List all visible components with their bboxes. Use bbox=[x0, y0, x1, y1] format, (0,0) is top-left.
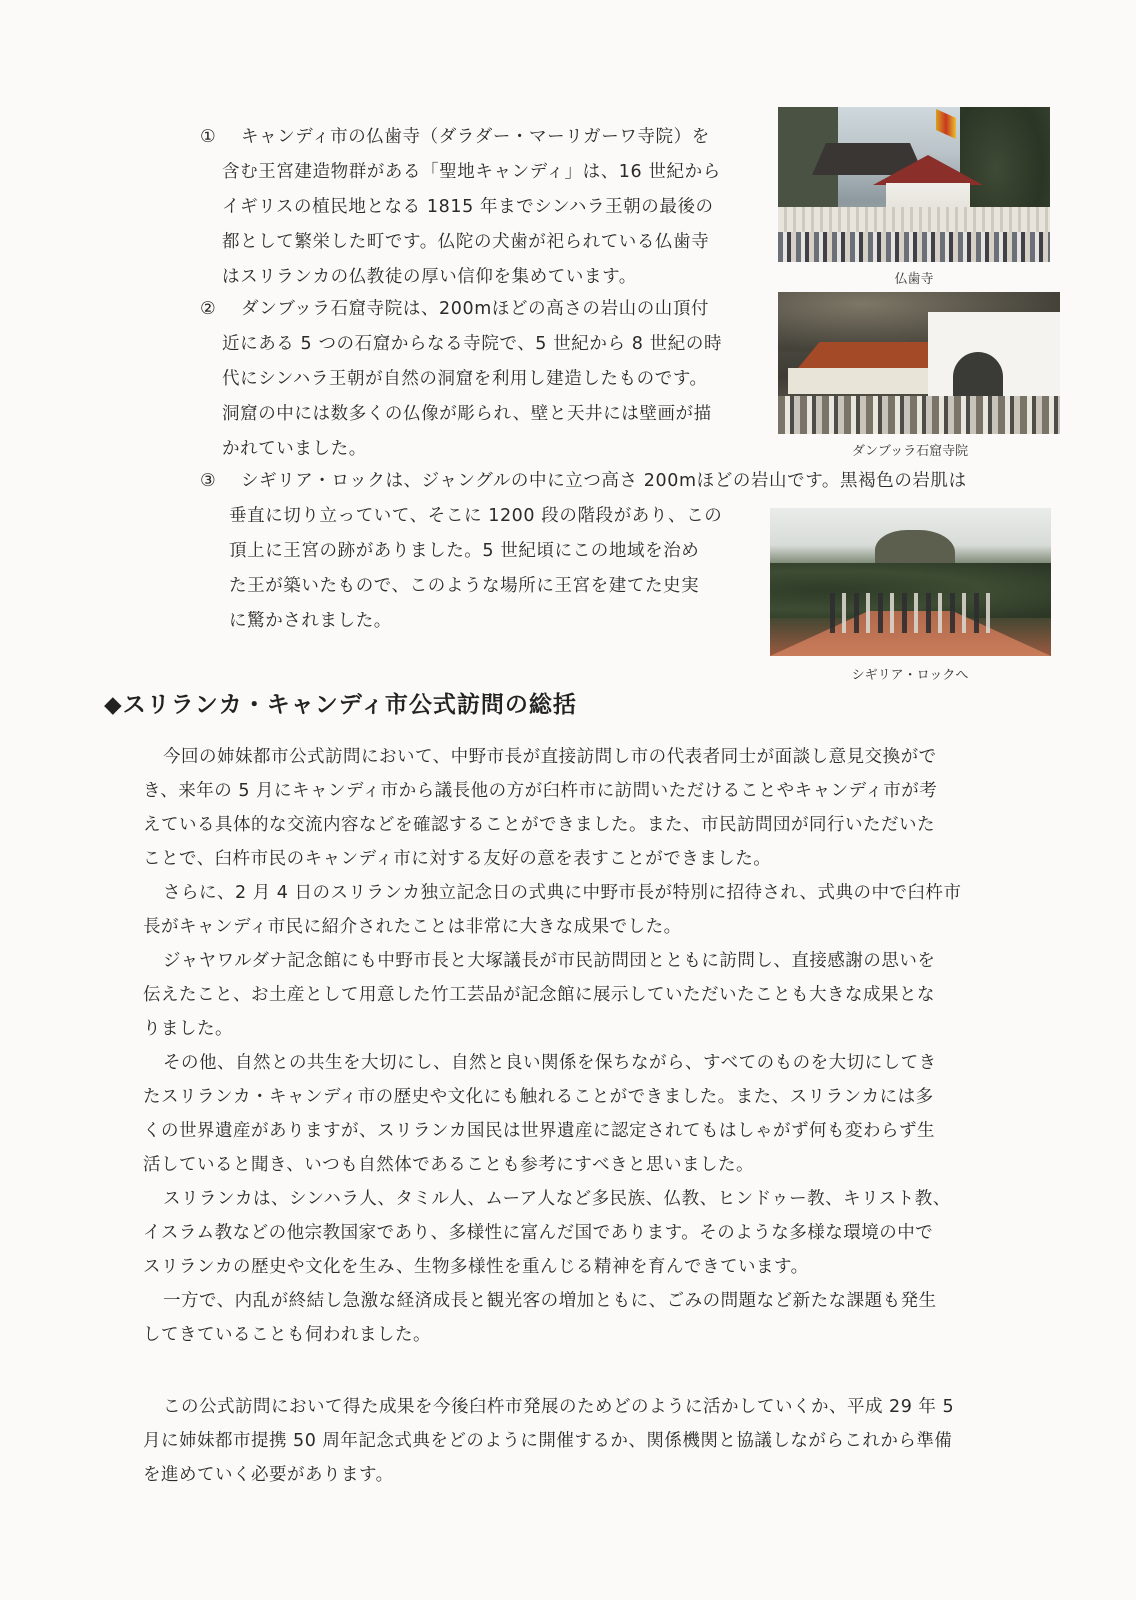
summary-line: 月に姉妹都市提携 50 周年記念式典をどのように開催するか、関係機関と協議しながらこれから準備 bbox=[143, 1431, 953, 1451]
item-text-line: はスリランカの仏教徒の厚い信仰を集めています。 bbox=[222, 267, 637, 287]
item-text-line: に驚かされました。 bbox=[229, 611, 392, 631]
photo-caption: 仏歯寺 bbox=[894, 272, 934, 287]
item-text-line: かれていました。 bbox=[222, 439, 367, 459]
summary-line: 長がキャンディ市民に紹介されたことは非常に大きな成果でした。 bbox=[143, 917, 682, 937]
item-text-line: 洞窟の中には数多くの仏像が彫られ、壁と天井には壁画が描 bbox=[222, 404, 712, 424]
sigiriya-rock-photo bbox=[770, 508, 1051, 656]
summary-line: 今回の姉妹都市公式訪問において、中野市長が直接訪問し市の代表者同士が面談し意見交換がで bbox=[163, 747, 937, 767]
item-number: ① bbox=[200, 127, 217, 147]
item-text-line: 代にシンハラ王朝が自然の洞窟を利用し建造したものです。 bbox=[222, 369, 708, 389]
item-text-line: シギリア・ロックは、ジャングルの中に立つ高さ 200mほどの岩山です。黒褐色の岩肌は bbox=[241, 471, 967, 491]
summary-line: き、来年の 5 月にキャンディ市から議長他の方が臼杵市に訪問いただけることやキャンディ市が考 bbox=[143, 781, 938, 801]
summary-line: さらに、2 月 4 日のスリランカ独立記念日の式典に中野市長が特別に招待され、式典の中で臼杵市 bbox=[163, 883, 962, 903]
summary-line: えている具体的な交流内容などを確認することができました。また、市民訪問団が同行いただいた bbox=[143, 815, 935, 835]
section-heading: ◆スリランカ・キャンディ市公式訪問の総括 bbox=[104, 692, 577, 718]
photo-caption: シギリア・ロックへ bbox=[851, 668, 969, 683]
item-text-line: 都として繁栄した町です。仏陀の犬歯が祀られている仏歯寺 bbox=[222, 232, 710, 252]
item-text-line: ダンブッラ石窟寺院は、200mほどの高さの岩山の山頂付 bbox=[241, 299, 710, 319]
item-number: ② bbox=[200, 299, 217, 319]
summary-line: 伝えたこと、お土産として用意した竹工芸品が記念館に展示していただいたことも大きな成果とな bbox=[143, 985, 935, 1005]
summary-line: 一方で、内乱が終結し急激な経済成長と観光客の増加ともに、ごみの問題など新たな課題も発生 bbox=[163, 1291, 937, 1311]
summary-line: 活していると聞き、いつも自然体であることも参考にすべきと思いました。 bbox=[143, 1155, 754, 1175]
summary-line: ことで、臼杵市民のキャンディ市に対する友好の意を表すことができました。 bbox=[143, 849, 772, 869]
photo-caption: ダンブッラ石窟寺院 bbox=[851, 444, 969, 459]
item-text-line: た王が築いたもので、このような場所に王宮を建てた史実 bbox=[229, 576, 700, 596]
item-text-line: 近にある 5 つの石窟からなる寺院で、5 世紀から 8 世紀の時 bbox=[222, 334, 723, 354]
summary-line: たスリランカ・キャンディ市の歴史や文化にも触れることができました。また、スリランカには多 bbox=[143, 1087, 934, 1107]
summary-line: を進めていく必要があります。 bbox=[143, 1465, 394, 1485]
item-text-line: 頂上に王宮の跡がありました。5 世紀頃にこの地域を治め bbox=[229, 541, 700, 561]
summary-line: くの世界遺産がありますが、スリランカ国民は世界遺産に認定されてもはしゃがず何も変わらず生 bbox=[143, 1121, 935, 1141]
summary-line: イスラム教などの他宗教国家であり、多様性に富んだ国であります。そのような多様な環境の中で bbox=[143, 1223, 934, 1243]
dambulla-cave-temple-photo bbox=[778, 292, 1060, 434]
summary-line: してきていることも伺われました。 bbox=[143, 1325, 431, 1345]
summary-line: りました。 bbox=[143, 1019, 233, 1039]
item-number: ③ bbox=[200, 471, 217, 491]
summary-line: その他、自然との共生を大切にし、自然と良い関係を保ちながら、すべてのものを大切にしてき bbox=[163, 1053, 937, 1073]
item-text-line: キャンディ市の仏歯寺（ダラダー・マーリガーワ寺院）を bbox=[241, 127, 710, 147]
summary-line: この公式訪問において得た成果を今後臼杵市発展のためどのように活かしていくか、平成 29 年 5 bbox=[163, 1397, 955, 1417]
summary-line: スリランカの歴史や文化を生み、生物多様性を重んじる精神を育んできています。 bbox=[143, 1257, 809, 1277]
item-text-line: イギリスの植民地となる 1815 年までシンハラ王朝の最後の bbox=[222, 197, 714, 217]
item-text-line: 含む王宮建造物群がある「聖地キャンディ」は、16 世紀から bbox=[222, 162, 721, 182]
item-text-line: 垂直に切り立っていて、そこに 1200 段の階段があり、この bbox=[229, 506, 723, 526]
summary-line: スリランカは、シンハラ人、タミル人、ムーア人など多民族、仏教、ヒンドゥー教、キリスト教、 bbox=[163, 1189, 951, 1209]
temple-of-tooth-photo bbox=[778, 107, 1050, 262]
summary-line: ジャヤワルダナ記念館にも中野市長と大塚議長が市民訪問団とともに訪問し、直接感謝の思いを bbox=[163, 951, 936, 971]
